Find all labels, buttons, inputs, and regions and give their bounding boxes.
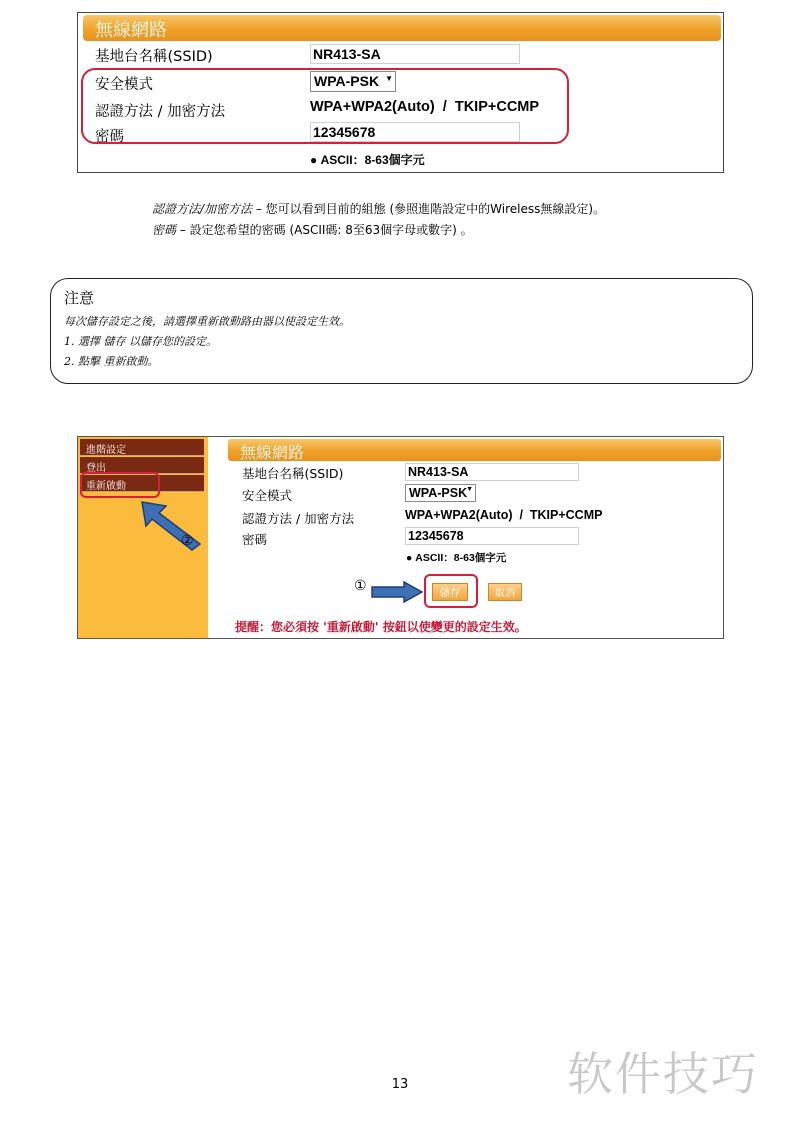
security-mode-label: 安全模式 bbox=[242, 488, 293, 503]
cancel-button[interactable]: 取消 bbox=[488, 583, 522, 601]
note-title: 注意 bbox=[64, 289, 95, 307]
save-button[interactable]: 儲存 bbox=[432, 583, 468, 601]
arrow-to-save-icon bbox=[370, 581, 424, 603]
ssid-field[interactable]: NR413-SA bbox=[310, 44, 520, 64]
watermark: 软件技巧 bbox=[567, 1047, 759, 1101]
bullet-icon: ● bbox=[406, 552, 413, 564]
highlight-box bbox=[81, 68, 569, 144]
password-hint-text: ASCII：8-63個字元 bbox=[320, 153, 425, 167]
dropdown-arrow-icon: ▼ bbox=[385, 74, 393, 83]
security-mode-select[interactable] bbox=[405, 484, 476, 502]
section-title: 無線網路 bbox=[95, 20, 167, 41]
note-line-2: 1. 選擇 儲存 以儲存您的設定。 bbox=[64, 335, 217, 348]
page-number: 13 bbox=[391, 1077, 409, 1092]
sidebar-item-logout[interactable]: 登出 bbox=[80, 457, 204, 474]
step-1-marker: ① bbox=[354, 578, 367, 594]
reboot-highlight-box bbox=[80, 472, 160, 498]
security-mode-value: WPA-PSK bbox=[409, 486, 468, 500]
dropdown-arrow-icon: ▼ bbox=[466, 486, 473, 493]
password-hint bbox=[406, 550, 506, 565]
description-line-1 bbox=[152, 200, 605, 217]
password-hint-text: ASCII：8-63個字元 bbox=[415, 552, 507, 564]
sidebar-item-advanced[interactable]: 進階設定 bbox=[80, 439, 204, 456]
description-text-2: – 設定您希望的密碼 (ASCII碼: 8至63個字母或數字) 。 bbox=[176, 223, 473, 237]
wireless-settings-screenshot-1 bbox=[77, 12, 724, 173]
description-line-2 bbox=[152, 221, 473, 238]
section-header bbox=[83, 15, 721, 41]
step-2-marker: ② bbox=[181, 533, 194, 549]
ssid-label: 基地台名稱(SSID) bbox=[95, 49, 213, 65]
arrow-to-reboot-icon bbox=[138, 500, 208, 552]
password-field[interactable]: 12345678 bbox=[405, 527, 579, 545]
password-field[interactable]: 12345678 bbox=[310, 122, 520, 142]
password-label: 密碼 bbox=[95, 129, 124, 145]
security-mode-label: 安全模式 bbox=[95, 77, 153, 93]
note-box bbox=[50, 278, 753, 384]
sidebar-item-reboot[interactable]: 重新啟動 bbox=[80, 475, 204, 492]
description-text-1: – 您可以看到目前的組態 (參照進階設定中的Wireless無線設定)。 bbox=[252, 202, 606, 216]
ssid-label: 基地台名稱(SSID) bbox=[242, 466, 344, 481]
password-label: 密碼 bbox=[242, 532, 268, 547]
description-term-2: 密碼 bbox=[152, 223, 177, 237]
note-line-3: 2. 點擊 重新啟動。 bbox=[64, 355, 159, 368]
auth-encryption-value: WPA+WPA2(Auto) / TKIP+CCMP bbox=[310, 99, 540, 115]
auth-encryption-label: 認證方法 / 加密方法 bbox=[95, 104, 226, 120]
auth-encryption-value: WPA+WPA2(Auto) / TKIP+CCMP bbox=[405, 508, 603, 522]
bullet-icon: ● bbox=[310, 153, 318, 167]
ssid-field[interactable]: NR413-SA bbox=[405, 463, 579, 481]
wireless-settings-screenshot-2 bbox=[77, 436, 724, 639]
section-header bbox=[228, 439, 721, 461]
reboot-warning: 提醒：您必須按 '重新啟動' 按鈕以使變更的設定生效。 bbox=[235, 620, 527, 634]
password-hint bbox=[310, 151, 425, 168]
section-title: 無線網路 bbox=[240, 443, 305, 462]
auth-encryption-label: 認證方法 / 加密方法 bbox=[242, 511, 355, 526]
description-term-1: 認證方法/加密方法 bbox=[152, 202, 253, 216]
security-mode-value: WPA-PSK bbox=[314, 73, 380, 89]
note-line-1: 每次儲存設定之後，請選擇重新啟動路由器以使設定生效。 bbox=[64, 315, 350, 328]
